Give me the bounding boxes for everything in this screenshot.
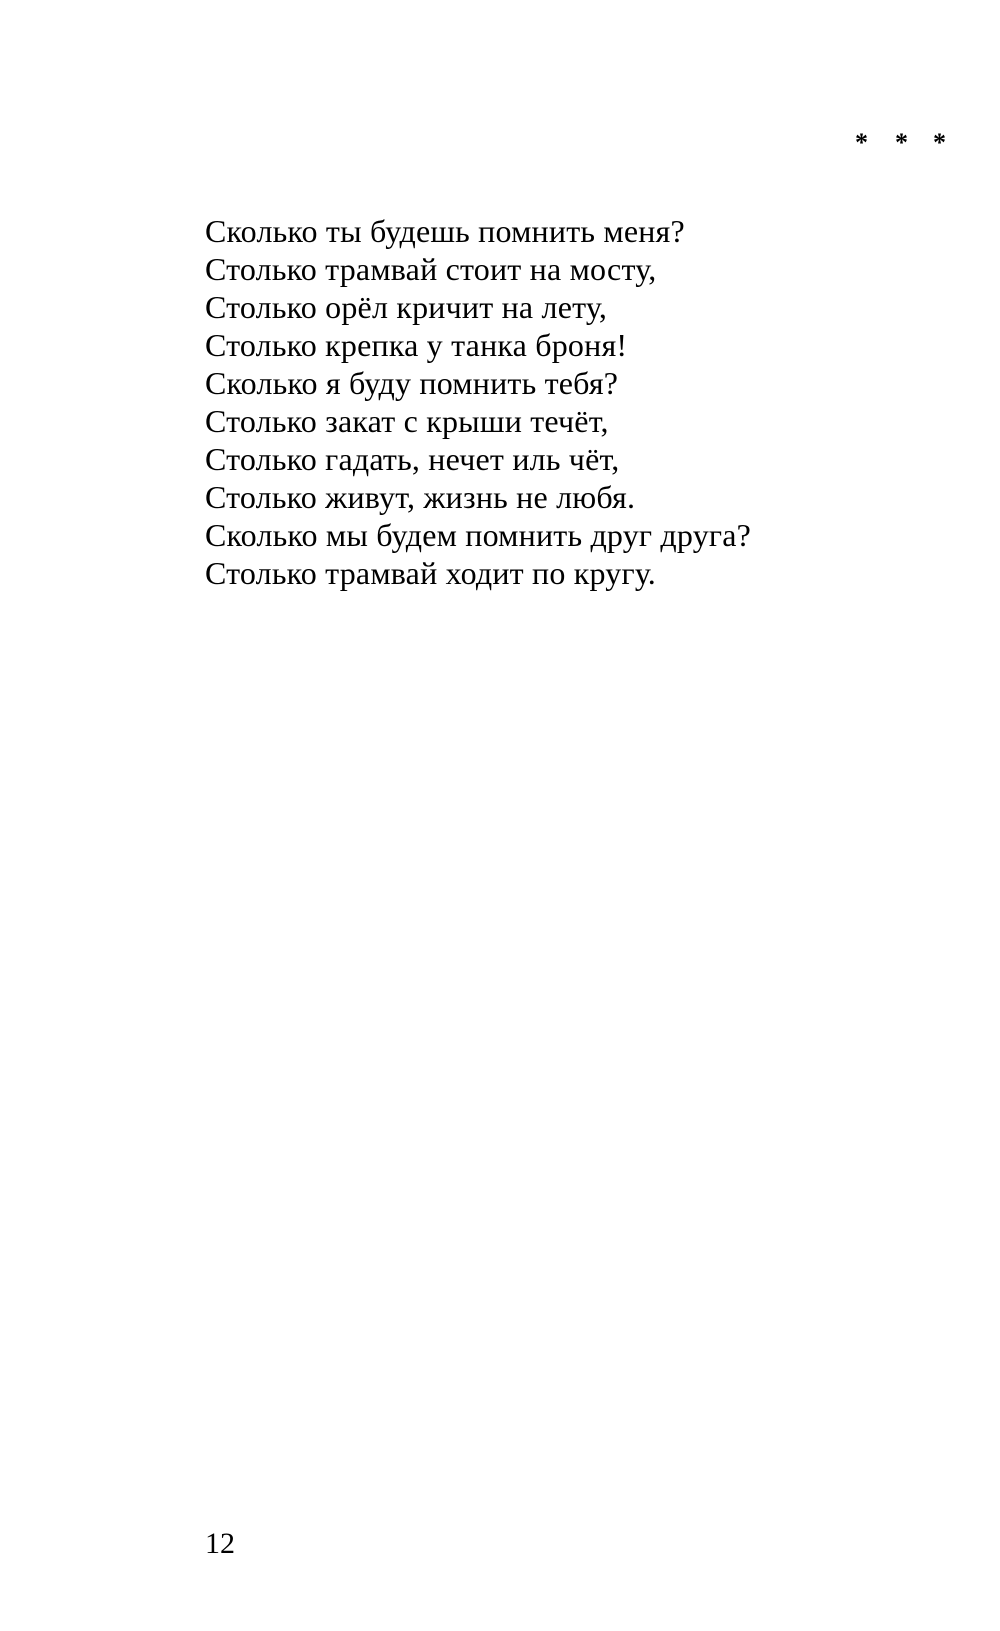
poem-line: Столько живут, жизнь не любя. — [205, 479, 636, 515]
poem-text — [205, 212, 925, 592]
poem-line: Сколько ты будешь помнить меня? — [205, 213, 685, 249]
poem-line: Столько крепка у танка броня! — [205, 327, 628, 363]
poem-line: Столько орёл кричит на лету, — [205, 289, 608, 325]
poem-line: Столько закат с крыши течёт, — [205, 403, 609, 439]
asterisk-icon: * — [895, 128, 908, 157]
poem-line: Сколько мы будем помнить друг друга? — [205, 517, 752, 553]
poem-line: Сколько я буду помнить тебя? — [205, 365, 619, 401]
asterisk-icon: * — [933, 128, 946, 157]
page-number: 12 — [205, 1527, 235, 1560]
poem-line: Столько трамвай стоит на мосту, — [205, 251, 657, 287]
poem-line: Столько гадать, нечет иль чёт, — [205, 441, 620, 477]
asterisk-icon: * — [855, 128, 868, 157]
section-mark-asterisks — [855, 128, 965, 158]
poem-line: Столько трамвай ходит по кругу. — [205, 555, 657, 591]
